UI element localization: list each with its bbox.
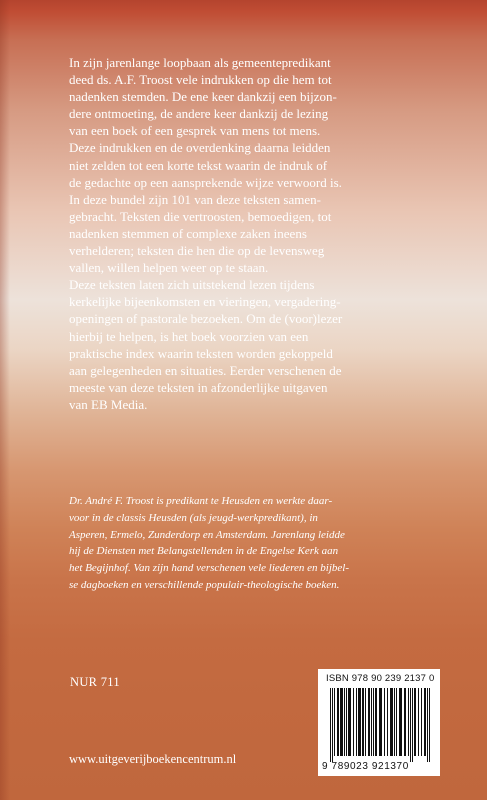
barcode-bar — [421, 688, 422, 756]
barcode-bar — [418, 688, 419, 756]
barcode-bar — [356, 688, 357, 756]
barcode — [318, 669, 440, 776]
isbn-label: ISBN 978 90 239 2137 0 — [326, 673, 435, 684]
barcode-bar — [371, 688, 372, 756]
barcode-bar — [384, 688, 385, 756]
barcode-bar — [368, 688, 370, 756]
author-bio: Dr. André F. Troost is predikant te Heusden en werkte daar- voor in de classis Heusden (als jeugd-werkpredikant), in Asperen, Ermelo, Zunderdorp en Amsterdam. Jarenlang leidde hij de Diensten met Belangstellenden in de Engelse Kerk aan het Begijnhof. Van zijn hand verschenen vele liederen en bijbel- se dagboeken en verschillende populair-theologische boeken. — [69, 495, 350, 591]
barcode-bar — [340, 688, 343, 756]
barcode-bar — [353, 688, 354, 756]
nur-code: NUR 711 — [70, 675, 120, 689]
barcode-bar — [348, 688, 351, 756]
barcode-bar — [358, 688, 361, 756]
barcode-bar — [424, 688, 426, 756]
barcode-bar — [365, 688, 366, 756]
barcode-bar — [375, 688, 377, 756]
barcode-bars — [326, 688, 434, 762]
barcode-bar — [412, 688, 413, 762]
publisher-website: www.uitgeverijboekencentrum.nl — [69, 752, 237, 766]
barcode-bar — [387, 688, 388, 756]
barcode-bar — [410, 688, 411, 762]
barcode-bar — [337, 688, 339, 756]
barcode-bar — [429, 688, 430, 762]
barcode-bar — [399, 688, 402, 756]
barcode-bar — [414, 688, 416, 756]
barcode-bar — [330, 688, 331, 762]
barcode-bar — [344, 688, 345, 756]
barcode-bar — [404, 688, 406, 756]
barcode-bar — [332, 688, 333, 762]
barcode-bar — [346, 688, 347, 756]
barcode-bar — [427, 688, 428, 762]
barcode-digits: 9 789023 921370 — [322, 761, 409, 772]
barcode-bar — [379, 688, 382, 756]
barcode-bar — [373, 688, 374, 756]
barcode-bar — [362, 688, 364, 756]
barcode-bar — [394, 688, 395, 756]
barcode-bar — [334, 688, 335, 756]
blurb-text: In zijn jarenlange loopbaan als gemeentepredikant deed ds. A.F. Troost vele indrukken op die hem tot nadenken stemden. De ene keer dankzij een bijzon- dere ontmoeting, de andere keer dankzij de lezing van een boek of een gesprek van mens tot mens. Deze indrukken en de overdenking daarna leidden niet zelden tot een korte tekst waarin de indruk of de gedachte op een aansprekende wijze verwoord is. In deze bundel zijn 101 van deze teksten samen- gebracht. Teksten die vertroosten, bemoedigen, tot nadenken stemmen of complexe zaken ineens verhelderen; teksten die hen die op de levensweg vallen, willen helpen weer op te staan. Deze teksten laten zich uitstekend lezen tijdens kerkelijke bijeenkomsten en vieringen, vergadering- openingen of pastorale bezoeken. Om de (voor)lezer hierbij te helpen, is het boek voorzien van een praktische index waarin teksten worden gekoppeld aan gelegenheden en situaties. Eerder verschenen de meeste van deze teksten in afzonderlijke uitgaven van EB Media. — [69, 55, 343, 412]
barcode-bar — [390, 688, 393, 756]
barcode-bar — [396, 688, 397, 756]
barcode-bar — [408, 688, 409, 756]
